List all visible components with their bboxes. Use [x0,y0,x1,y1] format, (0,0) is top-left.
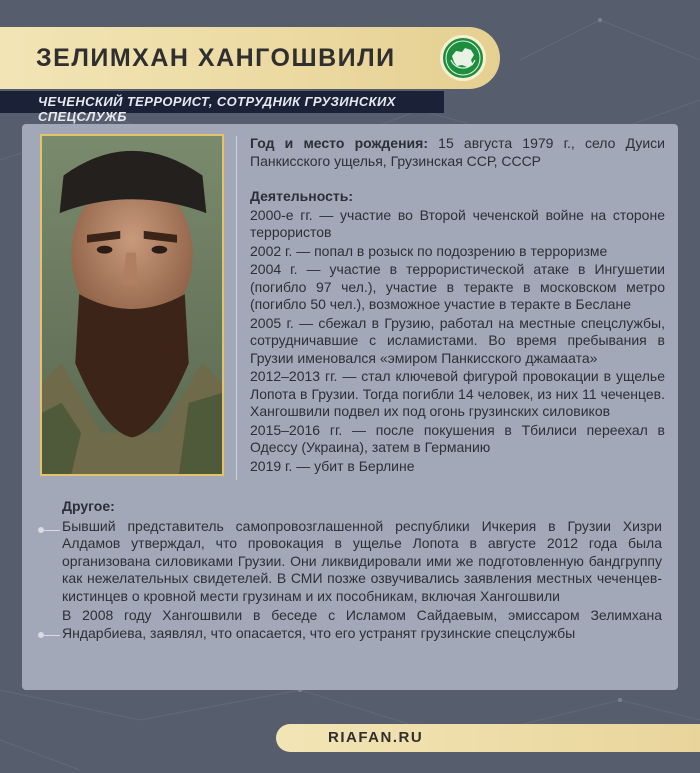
activity-heading: Деятельность: [250,188,353,204]
activity-item: 2012–2013 гг. — стал ключевой фигурой провокации в ущелье Лопота в Грузии. Тогда погибли 14 человек, из них 11 чеченцев. Хангошвили подвел их под огонь грузинских силовиков [250,368,665,419]
page-subtitle: ЧЕЧЕНСКИЙ ТЕРРОРИСТ, СОТРУДНИК ГРУЗИНСКИХ СПЕЦСЛУЖБ [38,94,396,124]
map-emblem-icon [440,35,486,81]
other-item: Бывший представитель самопровозглашенной республики Ичкерия в Грузии Хизри Алдамов утверждал, что провокация в ущелье Лопота в августе 2012 года была организована силовиками Грузии. Они ликвидировали ими же подготовленную бандгруппу как нежелательных свидетелей. В СМИ позже озвучивались заявления местных чеченцев-кистинцев о кровной мести грузинам и их пособникам, включая Хангошвили [62,517,662,604]
site-link[interactable]: RIAFAN.RU [328,729,424,746]
footer-banner [276,724,700,752]
activity-item: 2004 г. — участие в террористической атаке в Ингушетии (погибло 97 чел.), участие в теракте в московском метро (погибло 50 чел.), возможное участие в теракте в Беслане [250,261,665,312]
birth-info [250,135,665,170]
page-title: ЗЕЛИМХАН ХАНГОШВИЛИ [36,44,396,72]
other-heading: Другое: [62,498,115,514]
bullet-line [44,530,60,531]
bio-section [250,134,665,476]
birth-label: Год и место рождения: [250,135,428,151]
other-item: В 2008 году Хангошвили в беседе с Исламом Сайдаевым, эмиссаром Зелимхана Яндарбиева, заявлял, что опасается, что его устранят грузинские спецслужбы [62,607,662,641]
activity-item: 2005 г. — сбежал в Грузию, работал на местные спецслужбы, сотрудничавшие с исламистами. Во время пребывания в Грузии именовался «эмиром Панкисского джамаата» [250,314,665,366]
birth-value: 15 августа 1979 г., село Дуиси Панкисского ущелья, Грузинская ССР, СССР [250,135,665,169]
divider-line [236,136,237,480]
activity-item: 2000-е гг. — участие во Второй чеченской войне на стороне террористов [250,206,665,240]
portrait-photo [40,134,224,476]
title-banner [0,27,500,89]
subtitle-banner [0,91,444,124]
activity-item: 2019 г. — убит в Берлине [250,457,415,474]
activity-item: 2015–2016 гг. — после покушения в Тбилиси переехал в Одессу (Украина), затем в Германию [250,421,665,455]
activity-item: 2002 г. — попал в розыск по подозрению в терроризме [250,242,608,259]
bullet-line [44,635,60,636]
other-section [62,498,662,644]
